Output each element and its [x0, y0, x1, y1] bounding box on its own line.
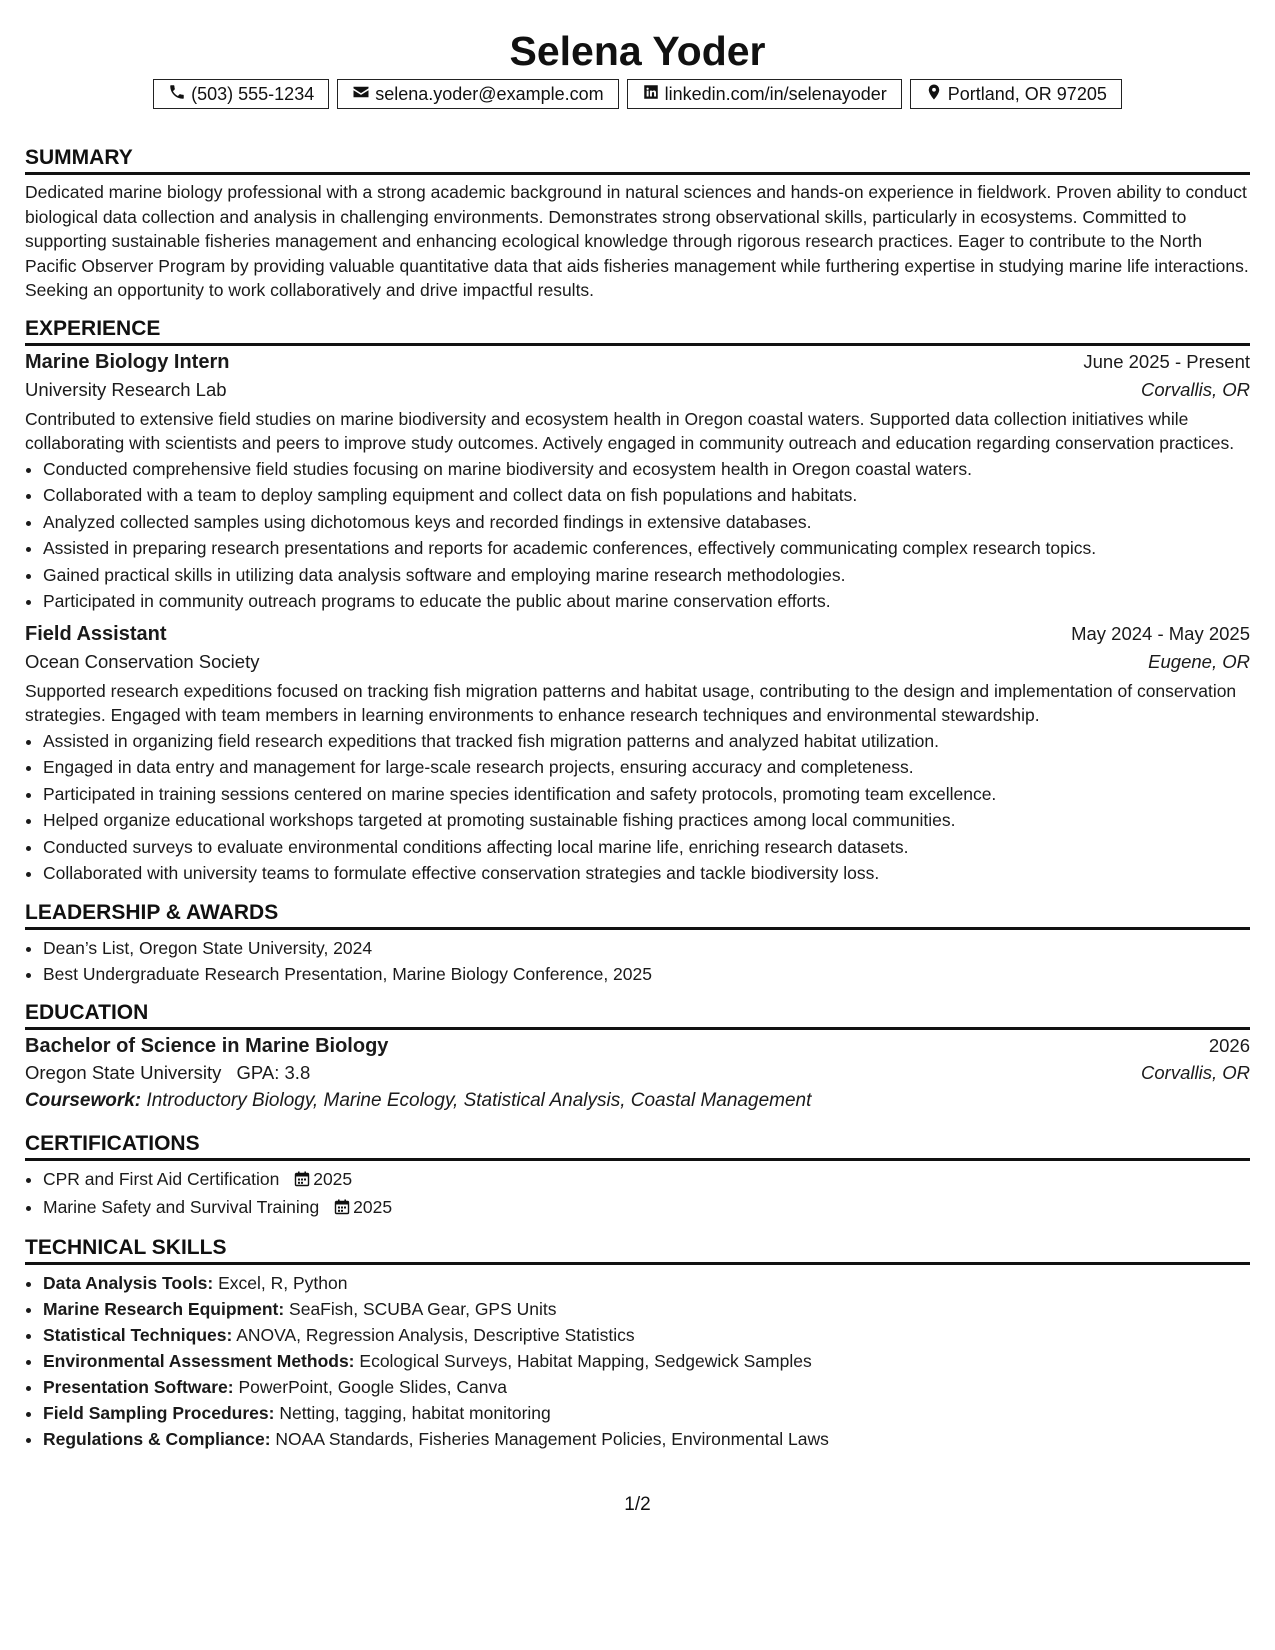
graduation-year: 2026	[1208, 1034, 1250, 1056]
certifications-heading: CERTIFICATIONS	[25, 1132, 1250, 1161]
list-item: • Assisted in preparing research presentations and reports for academic conferences, effectively communicating complex research topics.	[43, 535, 1250, 562]
list-item: • Participated in training sessions centered on marine species identification and safety protocols, promoting team excellence.	[43, 781, 1250, 808]
list-item	[43, 1374, 1250, 1400]
list-item	[43, 1194, 1250, 1222]
contact-phone-text: (503) 555-1234	[191, 83, 315, 104]
list-item: • Assisted in organizing field research expeditions that tracked fish migration patterns and analyzed habitat utilization.	[43, 728, 1250, 755]
summary-text: Dedicated marine biology professional with a strong academic background in natural sciences and hands-on experience in fieldwork. Proven ability to conduct biological data collection and analysis in challenging environments. Demonstrates strong observational skills, particularly in ecosystems. Committed to supporting sustainable fisheries management and enhancing ecological knowledge through rigorous research practices. Eager to contribute to the North Pacific Observer Program by providing valuable quantitative data that aids fisheries management while furthering expertise in studying marine life interactions. Seeking an opportunity to work collaboratively and drive impactful results.	[25, 182, 1249, 300]
contact-linkedin-text: linkedin.com/in/selenayoder	[664, 83, 887, 104]
degree-title: Bachelor of Science in Marine Biology	[25, 1034, 389, 1057]
contact-email-text: selena.yoder@example.com	[375, 83, 604, 104]
coursework	[25, 1090, 1250, 1112]
job-bullets	[25, 728, 1250, 887]
certification-year: 2025	[313, 1168, 353, 1189]
summary-heading: SUMMARY	[25, 146, 1250, 175]
contact-location[interactable]	[910, 79, 1122, 109]
job-location: Eugene, OR	[1148, 650, 1250, 672]
calendar-icon	[294, 1168, 310, 1194]
certifications-section	[25, 1132, 1250, 1222]
leadership-heading: LEADERSHIP & AWARDS	[25, 901, 1250, 930]
list-item: • Conducted comprehensive field studies focusing on marine biodiversity and ecosystem health in Oregon coastal waters.	[43, 456, 1250, 483]
job-organization: Ocean Conservation Society	[25, 650, 260, 672]
job-title: Marine Biology Intern	[25, 350, 230, 373]
contact-phone[interactable]	[153, 79, 329, 109]
job-description: Contributed to extensive field studies on marine biodiversity and ecosystem health in Oregon coastal waters. Supported data collection initiatives while collaborating with scientists and peers to improve study outcomes. Actively engaged in community outreach and education regarding conservation practices.	[25, 408, 1235, 453]
linkedin-icon	[642, 83, 660, 106]
page-number: 1/2	[624, 1494, 651, 1515]
list-item	[43, 1348, 1250, 1374]
experience-heading: EXPERIENCE	[25, 317, 1250, 346]
list-item: • Analyzed collected samples using dichotomous keys and recorded findings in extensive databases.	[43, 509, 1250, 536]
job-bullets	[25, 456, 1250, 615]
list-item: • Conducted surveys to evaluate environmental conditions affecting local marine life, enriching research datasets.	[43, 834, 1250, 861]
list-item: • Gained practical skills in utilizing data analysis software and employing marine research methodologies.	[43, 562, 1250, 589]
map-pin-icon	[925, 83, 943, 106]
certification-year: 2025	[353, 1196, 393, 1217]
job-description: Supported research expeditions focused on tracking fish migration patterns and habitat usage, contributing to the design and implementation of conservation strategies. Engaged with team members in learning environments to enhance research techniques and environmental stewardship.	[25, 680, 1237, 725]
resume-page	[25, 0, 1250, 1452]
skill-label: Environmental Assessment Methods:	[43, 1350, 355, 1371]
skills-list	[25, 1270, 1250, 1452]
education-section	[25, 1001, 1250, 1112]
experience-section	[25, 317, 1250, 887]
certifications-list	[25, 1166, 1250, 1222]
list-item: • Engaged in data entry and management for large-scale research projects, ensuring accuracy and completeness.	[43, 754, 1250, 781]
candidate-name: Selena Yoder	[509, 28, 766, 74]
list-item	[43, 1270, 1250, 1296]
list-item: • Collaborated with a team to deploy sampling equipment and collect data on fish populations and habitats.	[43, 482, 1250, 509]
education-heading: EDUCATION	[25, 1001, 1250, 1030]
skill-label: Field Sampling Procedures:	[43, 1402, 275, 1423]
skill-value: Ecological Surveys, Habitat Mapping, Sedgewick Samples	[359, 1350, 812, 1371]
skill-value: Netting, tagging, habitat monitoring	[279, 1402, 551, 1423]
certification-name: CPR and First Aid Certification	[43, 1168, 280, 1189]
contact-linkedin[interactable]	[627, 79, 902, 109]
calendar-icon	[334, 1196, 350, 1222]
job-dates: June 2025 - Present	[1083, 350, 1250, 372]
gpa: GPA: 3.8	[236, 1061, 311, 1083]
job-entry	[25, 351, 1250, 615]
list-item: • Best Undergraduate Research Presentation, Marine Biology Conference, 2025	[43, 961, 1250, 987]
envelope-icon	[352, 83, 370, 106]
skill-value: PowerPoint, Google Slides, Canva	[238, 1376, 507, 1397]
list-item	[43, 1322, 1250, 1348]
leadership-section	[25, 901, 1250, 987]
skill-label: Statistical Techniques:	[43, 1324, 233, 1345]
phone-icon	[168, 83, 186, 106]
school-location: Corvallis, OR	[1141, 1061, 1250, 1083]
contact-email[interactable]	[337, 79, 618, 109]
skills-section	[25, 1236, 1250, 1452]
coursework-list: Introductory Biology, Marine Ecology, Statistical Analysis, Coastal Management	[146, 1089, 812, 1111]
skills-heading: TECHNICAL SKILLS	[25, 1236, 1250, 1265]
job-title: Field Assistant	[25, 622, 167, 645]
list-item: • Helped organize educational workshops targeted at promoting sustainable fishing practices among local communities.	[43, 807, 1250, 834]
list-item	[43, 1296, 1250, 1322]
job-dates: May 2024 - May 2025	[1071, 622, 1250, 644]
skill-label: Presentation Software:	[43, 1376, 234, 1397]
school-name: Oregon State University	[25, 1061, 222, 1083]
job-location: Corvallis, OR	[1141, 378, 1250, 400]
contact-location-text: Portland, OR 97205	[947, 83, 1107, 104]
job-entry	[25, 623, 1250, 887]
list-item: • Dean’s List, Oregon State University, 2024	[43, 935, 1250, 961]
summary-section	[25, 146, 1250, 303]
certification-name: Marine Safety and Survival Training	[43, 1196, 320, 1217]
list-item	[43, 1426, 1250, 1452]
list-item	[43, 1166, 1250, 1194]
list-item	[43, 1400, 1250, 1426]
list-item: • Collaborated with university teams to formulate effective conservation strategies and tackle biodiversity loss.	[43, 860, 1250, 887]
contact-bar	[25, 79, 1250, 109]
job-organization: University Research Lab	[25, 378, 227, 400]
skill-value: Excel, R, Python	[218, 1272, 348, 1293]
skill-label: Data Analysis Tools:	[43, 1272, 214, 1293]
skill-value: ANOVA, Regression Analysis, Descriptive Statistics	[236, 1324, 635, 1345]
coursework-label: Coursework:	[25, 1089, 142, 1111]
leadership-list	[25, 935, 1250, 987]
skill-label: Marine Research Equipment:	[43, 1298, 285, 1319]
skill-value: SeaFish, SCUBA Gear, GPS Units	[289, 1298, 557, 1319]
skill-value: NOAA Standards, Fisheries Management Policies, Environmental Laws	[275, 1428, 829, 1449]
list-item: • Participated in community outreach programs to educate the public about marine conservation efforts.	[43, 588, 1250, 615]
skill-label: Regulations & Compliance:	[43, 1428, 271, 1449]
